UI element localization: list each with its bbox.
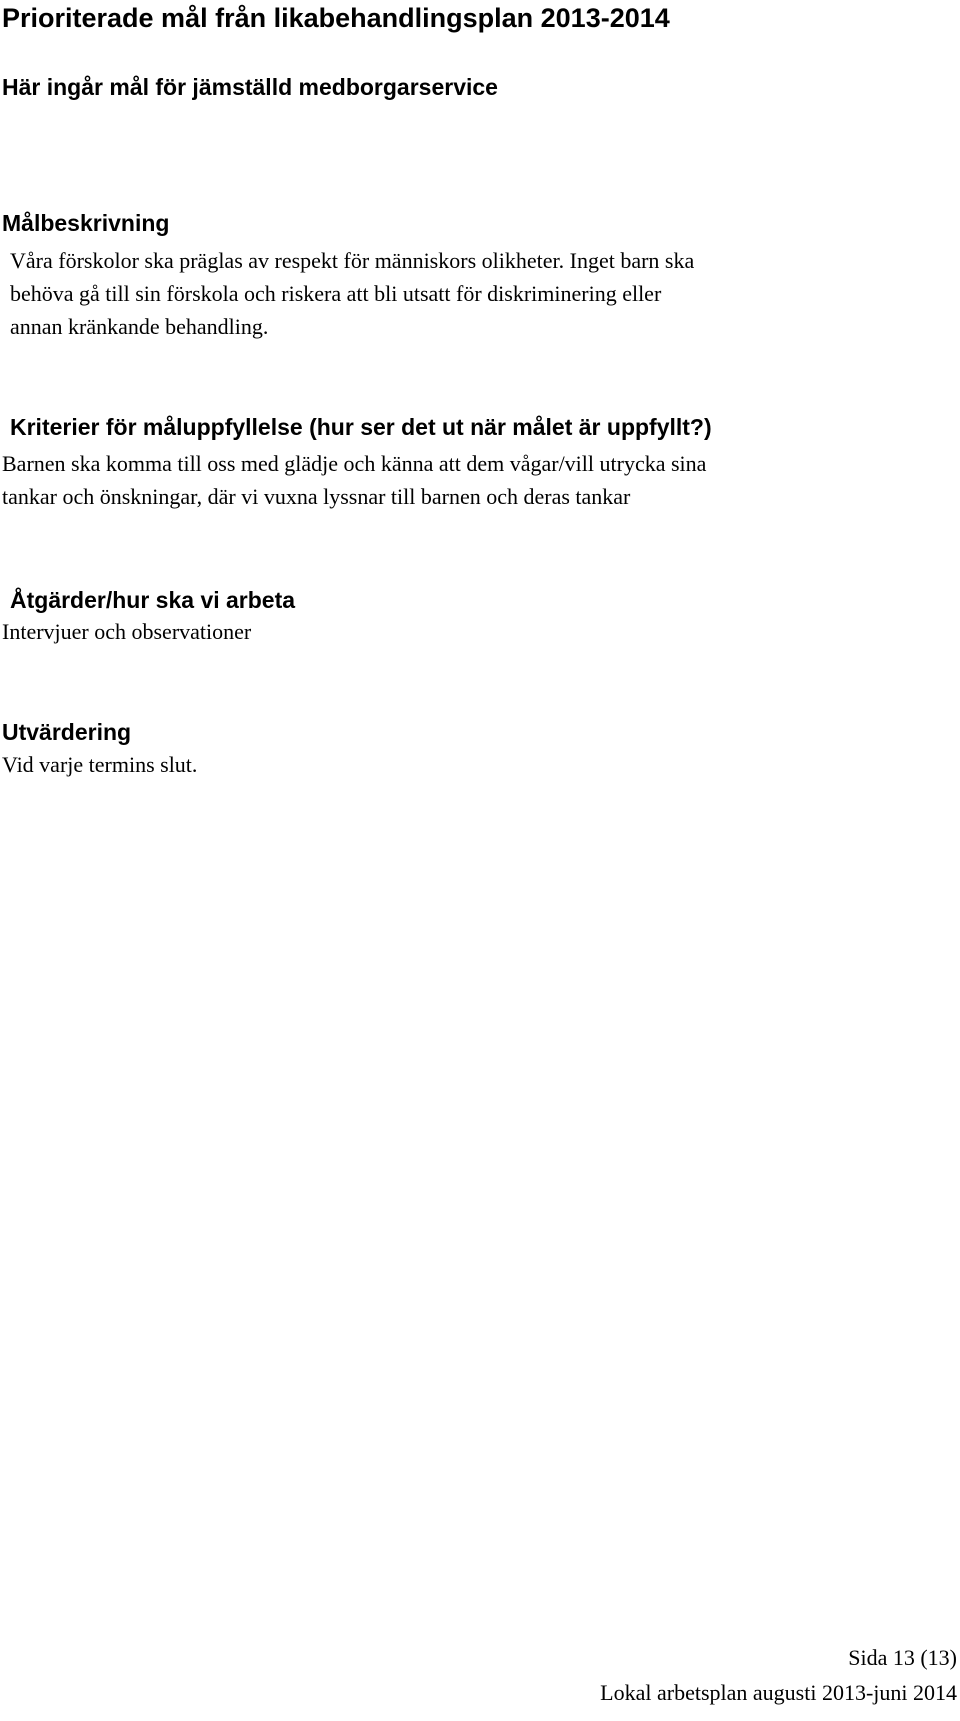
document-subtitle: Här ingår mål för jämställd medborgarservice — [2, 74, 498, 100]
section-body-utvardering: Vid varje termins slut. — [2, 752, 198, 777]
document-title: Prioriterade mål från likabehandlingsplan 2013-2014 — [2, 3, 670, 33]
section-body-kriterier — [2, 447, 957, 513]
footer-page-number: Sida 13 (13) — [848, 1645, 957, 1670]
footer-document-name: Lokal arbetsplan augusti 2013-juni 2014 — [600, 1680, 957, 1705]
section-heading-kriterier: Kriterier för måluppfyllelse (hur ser det ut när målet är uppfyllt?) — [10, 414, 712, 440]
body-line: behöva gå till sin förskola och riskera att bli utsatt för diskriminering eller — [10, 281, 662, 306]
section-heading-atgarder: Åtgärder/hur ska vi arbeta — [10, 587, 296, 613]
body-line: annan kränkande behandling. — [10, 314, 269, 339]
body-line: tankar och önskningar, där vi vuxna lyssnar till barnen och deras tankar — [2, 484, 631, 509]
section-body-atgarder: Intervjuer och observationer — [2, 619, 252, 644]
body-line: Våra förskolor ska präglas av respekt för människors olikheter. Inget barn ska — [10, 248, 695, 273]
section-body-malbeskrivning — [10, 244, 940, 343]
section-heading-utvardering: Utvärdering — [2, 719, 132, 745]
body-line: Barnen ska komma till oss med glädje och känna att dem vågar/vill utrycka sina — [2, 451, 707, 476]
section-heading-malbeskrivning: Målbeskrivning — [2, 210, 170, 236]
